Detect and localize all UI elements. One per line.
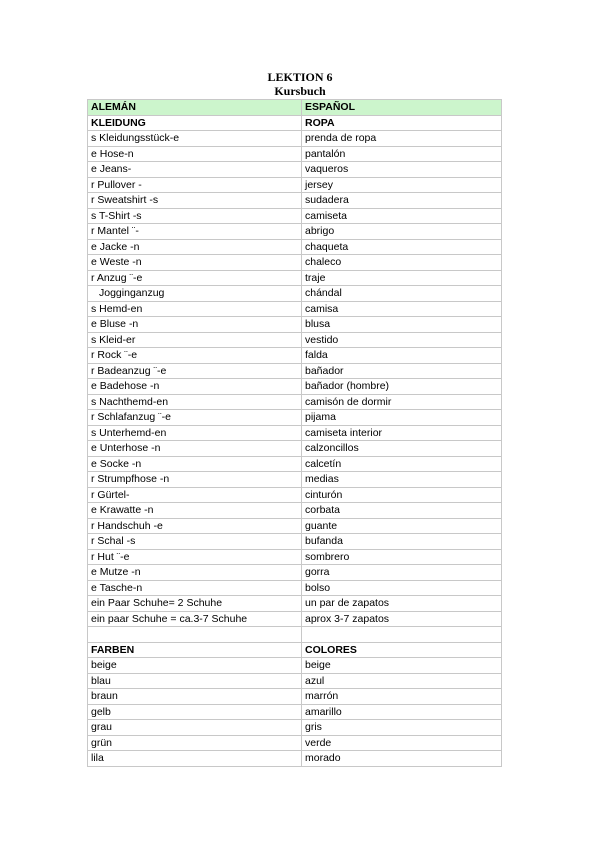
- table-row: [88, 224, 502, 240]
- table-row: [88, 441, 502, 457]
- spanish-term: camiseta interior: [302, 425, 502, 441]
- section-label-spanish: ROPA: [302, 115, 502, 131]
- spanish-term: amarillo: [302, 704, 502, 720]
- german-term: s Unterhemd-en: [88, 425, 302, 441]
- spanish-term: bufanda: [302, 534, 502, 550]
- german-term: e Bluse -n: [88, 317, 302, 333]
- spanish-term: corbata: [302, 503, 502, 519]
- spanish-term: calzoncillos: [302, 441, 502, 457]
- spanish-term: blusa: [302, 317, 502, 333]
- spanish-term: bañador (hombre): [302, 379, 502, 395]
- german-term: blau: [88, 673, 302, 689]
- german-term: e Tasche-n: [88, 580, 302, 596]
- spanish-term: chaqueta: [302, 239, 502, 255]
- german-term: r Strumpfhose -n: [88, 472, 302, 488]
- spanish-term: prenda de ropa: [302, 131, 502, 147]
- table-row: [88, 472, 502, 488]
- table-row: [88, 565, 502, 581]
- german-term: s T-Shirt -s: [88, 208, 302, 224]
- spanish-term: pantalón: [302, 146, 502, 162]
- table-row: [88, 487, 502, 503]
- german-term: r Schal -s: [88, 534, 302, 550]
- spanish-term: camisa: [302, 301, 502, 317]
- german-term: e Hose-n: [88, 146, 302, 162]
- table-row: [88, 658, 502, 674]
- german-term: Jogginganzug: [88, 286, 302, 302]
- german-term: r Handschuh -e: [88, 518, 302, 534]
- german-term: s Kleidungsstück-e: [88, 131, 302, 147]
- spanish-term: jersey: [302, 177, 502, 193]
- table-row: [88, 332, 502, 348]
- german-term: e Weste -n: [88, 255, 302, 271]
- german-term: ein paar Schuhe = ca.3-7 Schuhe: [88, 611, 302, 627]
- table-row: [88, 704, 502, 720]
- spanish-term: verde: [302, 735, 502, 751]
- table-row: [88, 286, 502, 302]
- german-term: e Socke -n: [88, 456, 302, 472]
- german-term: grün: [88, 735, 302, 751]
- spanish-term: vaqueros: [302, 162, 502, 178]
- spanish-term: azul: [302, 673, 502, 689]
- table-row: [88, 394, 502, 410]
- spanish-term: marrón: [302, 689, 502, 705]
- table-row: [88, 348, 502, 364]
- german-term: s Hemd-en: [88, 301, 302, 317]
- table-row: [88, 503, 502, 519]
- german-term: beige: [88, 658, 302, 674]
- spanish-term: camisón de dormir: [302, 394, 502, 410]
- section-label-german: FARBEN: [88, 642, 302, 658]
- spanish-term: gorra: [302, 565, 502, 581]
- table-row: [88, 534, 502, 550]
- german-term: r Sweatshirt -s: [88, 193, 302, 209]
- german-term: grau: [88, 720, 302, 736]
- german-term: lila: [88, 751, 302, 767]
- table-row: [88, 208, 502, 224]
- table-row: [88, 255, 502, 271]
- spanish-term: beige: [302, 658, 502, 674]
- spacer-row: [88, 627, 502, 643]
- lesson-subtitle: Kursbuch: [274, 84, 326, 98]
- spanish-term: vestido: [302, 332, 502, 348]
- german-term: r Gürtel-: [88, 487, 302, 503]
- table-row: [88, 177, 502, 193]
- spanish-term: gris: [302, 720, 502, 736]
- column-header-spanish: ESPAÑOL: [302, 100, 502, 116]
- german-term: gelb: [88, 704, 302, 720]
- german-term: e Mutze -n: [88, 565, 302, 581]
- table-row: [88, 580, 502, 596]
- section-row-clothing: [88, 115, 502, 131]
- spanish-term: guante: [302, 518, 502, 534]
- section-label-german: KLEIDUNG: [88, 115, 302, 131]
- spanish-term: calcetín: [302, 456, 502, 472]
- german-term: r Badeanzug ¨-e: [88, 363, 302, 379]
- table-row: [88, 720, 502, 736]
- spanish-term: bolso: [302, 580, 502, 596]
- spanish-term: camiseta: [302, 208, 502, 224]
- table-row: [88, 270, 502, 286]
- table-row: [88, 673, 502, 689]
- table-row: [88, 131, 502, 147]
- lesson-title: LEKTION 6: [267, 70, 333, 84]
- table-row: [88, 735, 502, 751]
- german-term: s Kleid-er: [88, 332, 302, 348]
- table-row: [88, 425, 502, 441]
- section-label-spanish: COLORES: [302, 642, 502, 658]
- spanish-term: sudadera: [302, 193, 502, 209]
- spanish-term: sombrero: [302, 549, 502, 565]
- table-row: [88, 363, 502, 379]
- german-term: r Schlafanzug ¨-e: [88, 410, 302, 426]
- spanish-term: cinturón: [302, 487, 502, 503]
- spanish-term: chándal: [302, 286, 502, 302]
- spanish-term: morado: [302, 751, 502, 767]
- german-term: e Badehose -n: [88, 379, 302, 395]
- german-term: braun: [88, 689, 302, 705]
- table-row: [88, 301, 502, 317]
- german-term: e Krawatte -n: [88, 503, 302, 519]
- spanish-term: abrigo: [302, 224, 502, 240]
- table-row: [88, 596, 502, 612]
- spanish-term: chaleco: [302, 255, 502, 271]
- german-term: r Mantel ¨-: [88, 224, 302, 240]
- table-row: [88, 410, 502, 426]
- german-term: e Jeans-: [88, 162, 302, 178]
- table-row: [88, 456, 502, 472]
- german-term: e Jacke -n: [88, 239, 302, 255]
- table-row: [88, 193, 502, 209]
- table-row: [88, 239, 502, 255]
- table-row: [88, 751, 502, 767]
- table-row: [88, 518, 502, 534]
- table-row: [88, 611, 502, 627]
- vocabulary-table: [87, 99, 502, 767]
- spanish-term: un par de zapatos: [302, 596, 502, 612]
- spanish-term: aprox 3-7 zapatos: [302, 611, 502, 627]
- german-term: ein Paar Schuhe= 2 Schuhe: [88, 596, 302, 612]
- spanish-term: bañador: [302, 363, 502, 379]
- table-row: [88, 379, 502, 395]
- table-row: [88, 317, 502, 333]
- table-row: [88, 146, 502, 162]
- german-term: r Anzug ¨-e: [88, 270, 302, 286]
- german-term: e Unterhose -n: [88, 441, 302, 457]
- table-row: [88, 162, 502, 178]
- section-row-colors: [88, 642, 502, 658]
- german-term: r Pullover -: [88, 177, 302, 193]
- german-term: r Hut ¨-e: [88, 549, 302, 565]
- column-header-german: ALEMÁN: [88, 100, 302, 116]
- table-row: [88, 689, 502, 705]
- spanish-term: falda: [302, 348, 502, 364]
- spanish-term: [302, 627, 502, 643]
- german-term: s Nachthemd-en: [88, 394, 302, 410]
- german-term: [88, 627, 302, 643]
- spanish-term: traje: [302, 270, 502, 286]
- german-term: r Rock ¨-e: [88, 348, 302, 364]
- spanish-term: pijama: [302, 410, 502, 426]
- spanish-term: medias: [302, 472, 502, 488]
- table-row: [88, 549, 502, 565]
- header-row: [88, 100, 502, 116]
